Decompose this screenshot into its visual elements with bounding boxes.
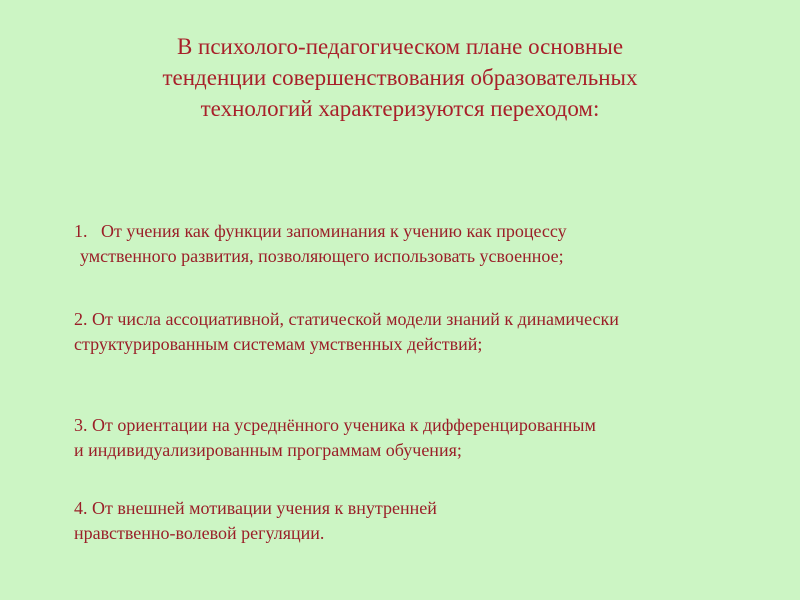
- title-line: тенденции совершенствования образовательных: [162, 65, 638, 90]
- list-item-line: и индивидуализированным программам обучения;: [74, 440, 462, 460]
- list-item-line: нравственно-волевой регуляции.: [74, 523, 325, 543]
- list-item-line: 1. От учения как функции запоминания к учению как процессу: [74, 221, 567, 241]
- list-item-2: [74, 307, 619, 357]
- title-line: технологий характеризуются переходом:: [200, 96, 600, 121]
- slide-title: [60, 31, 740, 124]
- title-line: В психолого-педагогическом плане основные: [176, 34, 624, 59]
- list-item-line: умственного развития, позволяющего использовать усвоенное;: [80, 246, 564, 266]
- list-item-1: [74, 219, 567, 269]
- list-item-line: 4. От внешней мотивации учения к внутренней: [74, 498, 437, 518]
- list-item-line: структурированным системам умственных действий;: [74, 334, 483, 354]
- list-item-4: [74, 496, 437, 546]
- list-item-3: [74, 413, 596, 463]
- list-item-line: 2. От числа ассоциативной, статической модели знаний к динамически: [74, 309, 619, 329]
- list-item-line: 3. От ориентации на усреднённого ученика к дифференцированным: [74, 415, 596, 435]
